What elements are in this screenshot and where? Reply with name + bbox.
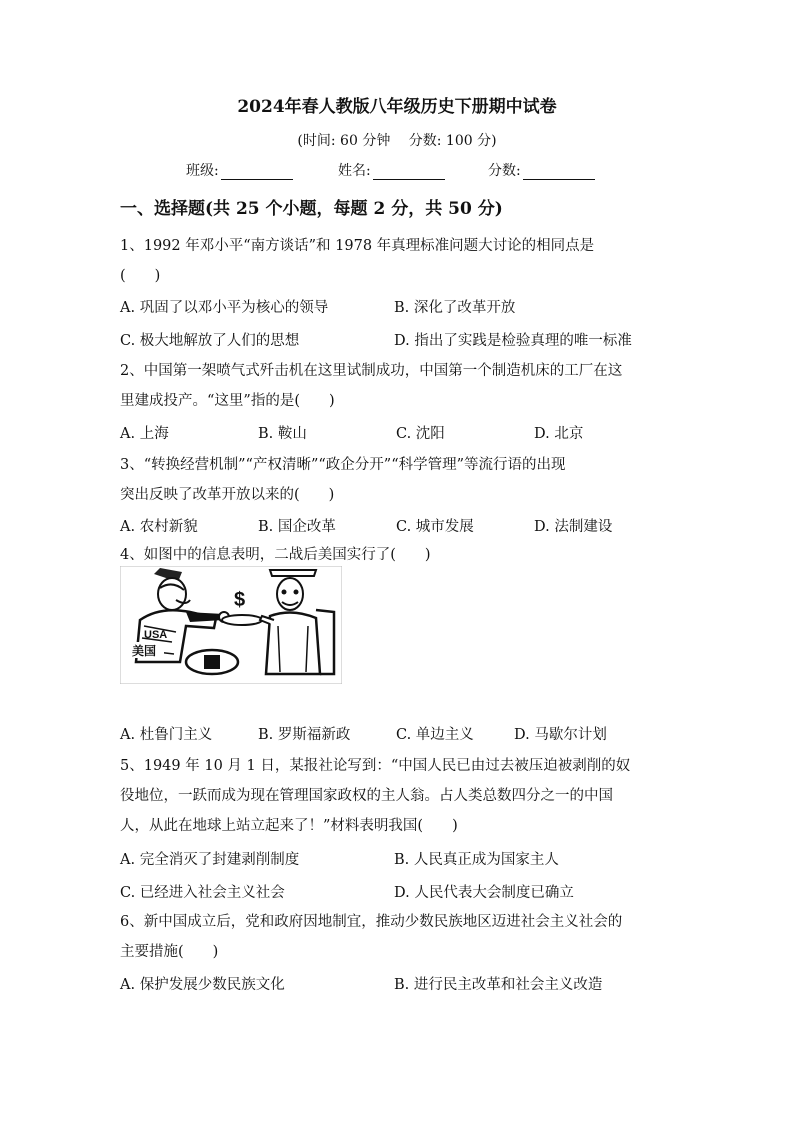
stem-line: 2、中国第一架喷气式歼击机在这里试制成功，中国第一个制造机床的工厂在这 (120, 363, 623, 379)
stem-line: 役地位，一跃而成为现在管理国家政权的主人翁。占人类总数四分之一的中国 (120, 788, 613, 804)
stem-line: 突出反映了改革开放以来的( ) (120, 487, 335, 503)
question-1-stem (120, 231, 680, 291)
score-label: 分数: (488, 163, 521, 179)
option-c[interactable]: C. 单边主义 (396, 727, 474, 743)
exam-title: 2024年春人教版八年级历史下册期中试卷 (237, 97, 557, 117)
option-b[interactable]: B. 人民真正成为国家主人 (394, 852, 559, 868)
section-title: 一、选择题(共 25 个小题，每题 2 分，共 50 分) (120, 199, 503, 219)
option-a[interactable]: A. 巩固了以邓小平为核心的领导 (120, 300, 329, 316)
question-2-stem (120, 356, 680, 416)
score-blank[interactable] (523, 165, 595, 180)
option-b[interactable]: B. 罗斯福新政 (258, 727, 351, 743)
option-c[interactable]: C. 城市发展 (396, 519, 474, 535)
class-label: 班级: (186, 163, 219, 179)
option-c[interactable]: C. 沈阳 (396, 426, 445, 442)
cartoon-illustration (120, 566, 342, 684)
usa-label: USA (144, 629, 168, 641)
question-6-options-row-1 (120, 973, 680, 997)
question-2-options (120, 422, 680, 446)
option-c[interactable]: C. 极大地解放了人们的思想 (120, 333, 300, 349)
option-b[interactable]: B. 鞍山 (258, 426, 307, 442)
question-6-stem (120, 907, 680, 967)
stem-line: 人，从此在地球上站立起来了！”材料表明我国( ) (120, 818, 458, 834)
stem-line: 6、新中国成立后，党和政府因地制宜，推动少数民族地区迈进社会主义社会的 (120, 914, 623, 930)
score-field[interactable] (488, 160, 595, 180)
question-5-stem (120, 751, 680, 841)
stem-line: 里建成投产。“这里”指的是( ) (120, 393, 335, 409)
student-info-row (186, 160, 626, 182)
option-d[interactable]: D. 马歇尔计划 (514, 727, 607, 743)
option-a[interactable]: A. 上海 (120, 426, 169, 442)
exam-subtitle: (时间: 60 分钟 分数: 100 分) (297, 133, 497, 149)
option-d[interactable]: D. 法制建设 (534, 519, 613, 535)
option-c[interactable]: C. 已经进入社会主义社会 (120, 885, 285, 901)
option-b[interactable]: B. 进行民主改革和社会主义改造 (394, 977, 603, 993)
option-a[interactable]: A. 农村新貌 (120, 519, 198, 535)
option-b[interactable]: B. 国企改革 (258, 519, 336, 535)
question-4-options (120, 723, 680, 747)
class-blank[interactable] (221, 165, 293, 180)
class-field[interactable] (186, 160, 293, 180)
question-3-stem (120, 450, 680, 510)
marshall-plan-cartoon (120, 566, 342, 684)
option-d[interactable]: D. 北京 (534, 426, 584, 442)
option-a[interactable]: A. 完全消灭了封建剥削制度 (120, 852, 300, 868)
option-d[interactable]: D. 人民代表大会制度已确立 (394, 885, 574, 901)
name-label: 姓名: (338, 163, 371, 179)
stem-line: 主要措施( ) (120, 944, 219, 960)
stem-line: 1、1992 年邓小平“南方谈话”和 1978 年真理标准问题大讨论的相同点是 (120, 238, 595, 254)
question-1-options-row-1 (120, 296, 680, 320)
option-a[interactable]: A. 杜鲁门主义 (120, 727, 213, 743)
stem-line: ( ) (120, 268, 161, 284)
option-d[interactable]: D. 指出了实践是检验真理的唯一标准 (394, 333, 632, 349)
option-a[interactable]: A. 保护发展少数民族文化 (120, 977, 285, 993)
stem-line: 3、“转换经营机制”“产权清晰”“政企分开”“科学管理”等流行语的出现 (120, 457, 566, 473)
dollar-sign: $ (234, 589, 246, 611)
stem-line: 4、如图中的信息表明，二战后美国实行了( ) (120, 547, 431, 563)
name-field[interactable] (338, 160, 445, 180)
question-1-options-row-2 (120, 329, 680, 353)
stem-line: 5、1949 年 10 月 1 日，某报社论写到：“中国人民已由过去被压迫被剥削的奴 (120, 758, 631, 774)
question-5-options-row-1 (120, 848, 680, 872)
option-b[interactable]: B. 深化了改革开放 (394, 300, 516, 316)
name-blank[interactable] (373, 165, 445, 180)
usa-chinese-label: 美国 (132, 644, 157, 658)
question-5-options-row-2 (120, 881, 680, 905)
question-3-options (120, 515, 680, 539)
